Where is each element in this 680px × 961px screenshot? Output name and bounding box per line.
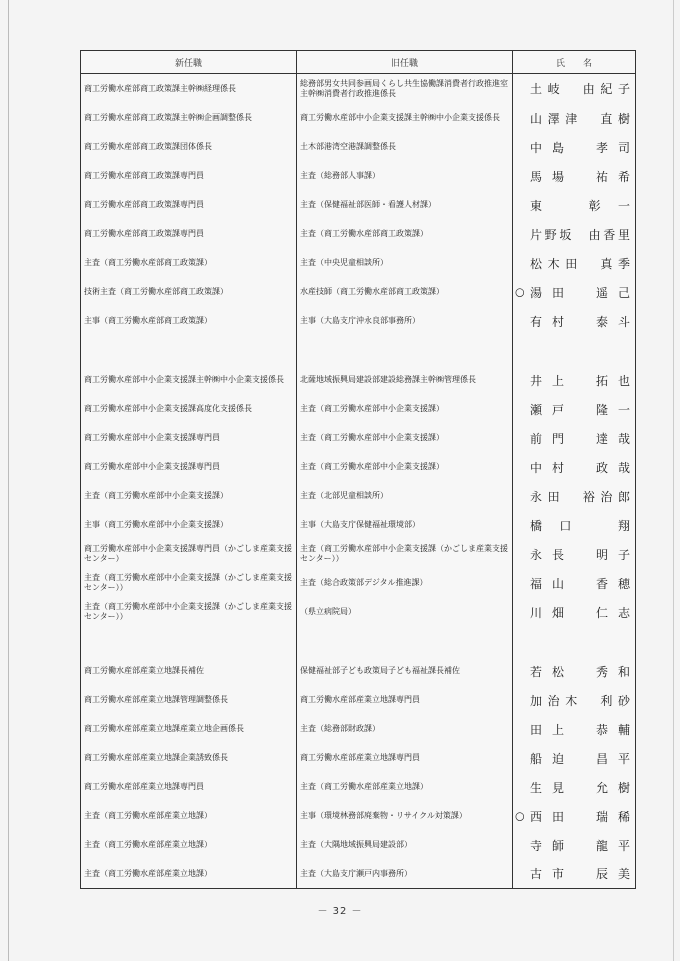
name-char (574, 750, 586, 767)
name-char (574, 313, 586, 330)
name-char: 永 (530, 547, 543, 562)
old-position-cell: 主査（総務部財政課） (297, 715, 513, 744)
name-cell (513, 220, 636, 249)
name-char: 由 (582, 82, 595, 97)
old-position-cell: 主査（商工労働水産部産業立地課） (297, 773, 513, 802)
name-char: 子 (617, 82, 630, 97)
old-position-cell: 主事（大島支庁沖永良部事務所） (297, 307, 513, 336)
name-char: 上 (551, 373, 564, 388)
old-position-cell: 主査（商工労働水産部中小企業支援課） (297, 453, 513, 482)
name-char: 秀 (595, 664, 608, 679)
name-cell (513, 831, 636, 860)
table-row (81, 569, 636, 598)
name-char: 紀 (600, 82, 613, 97)
name-char: 治 (600, 489, 613, 504)
new-position-cell: 主査（商工労働水産部中小企業支援課） (81, 482, 297, 511)
person-name (530, 139, 630, 156)
name-cell (513, 511, 636, 540)
name-char: 市 (551, 867, 564, 882)
old-position-cell: （県立病院局） (297, 598, 513, 627)
name-char: 直 (600, 111, 613, 126)
name-char: 里 (617, 227, 630, 242)
table-row (81, 74, 636, 104)
name-cell (513, 627, 636, 657)
name-char: 寺 (530, 838, 543, 853)
person-name (530, 692, 630, 709)
name-char (574, 604, 586, 621)
name-char (565, 80, 577, 97)
name-char: 美 (617, 867, 630, 882)
new-position-cell (81, 336, 297, 366)
name-char (574, 226, 586, 243)
name-char: 明 (595, 547, 608, 562)
table-row (81, 249, 636, 278)
person-name (530, 401, 630, 418)
old-position-cell: 主事（大島支庁保健福祉環境部） (297, 511, 513, 540)
name-char: 船 (530, 751, 543, 766)
name-char: 見 (551, 780, 564, 795)
name-char: 田 (547, 489, 560, 504)
person-name (530, 430, 630, 447)
name-char (574, 372, 586, 389)
name-char (574, 139, 586, 156)
table-row (81, 686, 636, 715)
table-row (81, 278, 636, 307)
name-char: 井 (530, 373, 543, 388)
new-position-cell: 主査（商工労働水産部産業立地課） (81, 831, 297, 860)
name-char (565, 488, 577, 505)
name-char: 場 (551, 169, 564, 184)
name-char: 裕 (582, 489, 595, 504)
old-position-cell: 主査（保健福祉部医師・看護人材課） (297, 191, 513, 220)
name-cell (513, 162, 636, 191)
old-position-cell: 保健福祉部子ども政策局子ども福祉課長補佐 (297, 657, 513, 686)
name-char: 香 (595, 576, 608, 591)
name-char (574, 837, 586, 854)
header-old-position: 旧任職 (297, 51, 513, 74)
person-name (530, 837, 630, 854)
name-char (574, 546, 586, 563)
name-char: 輔 (617, 722, 630, 737)
name-char (574, 430, 586, 447)
name-char (574, 401, 586, 418)
name-char: 仁 (595, 605, 608, 620)
name-cell (513, 482, 636, 511)
new-position-cell: 主査（商工労働水産部産業立地課） (81, 860, 297, 889)
name-char: 西 (530, 809, 543, 824)
new-position-cell: 商工労働水産部中小企業支援課主幹㈱中小企業支援係長 (81, 366, 297, 395)
name-char: 片 (530, 227, 543, 242)
name-char: 有 (530, 314, 543, 329)
table-row (81, 715, 636, 744)
name-char: 一 (617, 198, 630, 213)
page-edge-left (8, 0, 9, 961)
new-position-cell: 商工労働水産部中小企業支援課専門員（かごしま産業支援センター） (81, 540, 297, 569)
personnel-table (80, 50, 636, 889)
name-char: 田 (530, 722, 543, 737)
name-char: 平 (617, 751, 630, 766)
name-char: 郎 (617, 489, 630, 504)
name-char: 馬 (530, 169, 543, 184)
header-name: 氏 名 (513, 51, 636, 74)
name-char (583, 692, 595, 709)
name-char (574, 779, 586, 796)
person-name (530, 604, 630, 621)
table-row (81, 162, 636, 191)
name-char: 斗 (617, 314, 630, 329)
old-position-cell: 商工労働水産部産業立地課専門員 (297, 744, 513, 773)
old-position-cell: 水産技師（商工労働水産部商工政策課） (297, 278, 513, 307)
table-row (81, 395, 636, 424)
old-position-cell: 主査（商工労働水産部中小企業支援課） (297, 424, 513, 453)
person-name (530, 110, 630, 127)
new-position-cell: 商工労働水産部産業立地課産業立地企画係長 (81, 715, 297, 744)
new-position-cell: 技術主査（商工労働水産部商工政策課） (81, 278, 297, 307)
name-char: 山 (551, 576, 564, 591)
name-cell (513, 336, 636, 366)
person-name (530, 372, 630, 389)
name-char: 長 (551, 547, 564, 562)
name-char: 東 (530, 198, 543, 213)
person-name (530, 721, 630, 738)
name-char: 湯 (530, 285, 543, 300)
name-cell (513, 366, 636, 395)
name-char: 彰 (588, 198, 601, 213)
name-char: 辰 (595, 867, 608, 882)
new-position-cell: 商工労働水産部産業立地課専門員 (81, 773, 297, 802)
name-char: 和 (617, 664, 630, 679)
person-name (530, 80, 630, 97)
name-char: 島 (551, 140, 564, 155)
name-char: 口 (559, 518, 572, 533)
name-char: 迫 (551, 751, 564, 766)
name-char (589, 517, 601, 534)
new-position-cell: 主査（商工労働水産部中小企業支援課（かごしま産業支援センター）） (81, 598, 297, 627)
name-char: 門 (551, 431, 564, 446)
name-char: 稀 (617, 809, 630, 824)
name-cell (513, 540, 636, 569)
name-char: 由 (588, 227, 601, 242)
name-cell (513, 773, 636, 802)
name-char: 坂 (559, 227, 572, 242)
old-position-cell (297, 627, 513, 657)
name-char: 村 (551, 460, 564, 475)
person-name (530, 808, 630, 825)
new-position-cell: 商工労働水産部商工政策課主幹㈱企画調整係長 (81, 104, 297, 133)
name-char: 前 (530, 431, 543, 446)
person-name (530, 517, 630, 534)
name-char: 樹 (617, 780, 630, 795)
name-char: 畑 (551, 605, 564, 620)
name-cell (513, 686, 636, 715)
table-row (81, 657, 636, 686)
name-char (583, 255, 595, 272)
name-char: 土 (530, 82, 543, 97)
name-char: 己 (617, 285, 630, 300)
name-char: 孝 (595, 140, 608, 155)
name-char: 恭 (595, 722, 608, 737)
table-row (81, 860, 636, 889)
person-name (530, 255, 630, 272)
name-char: 砂 (617, 693, 630, 708)
table-row (81, 482, 636, 511)
name-cell (513, 191, 636, 220)
new-position-cell: 商工労働水産部中小企業支援課専門員 (81, 453, 297, 482)
old-position-cell: 主査（大隅地域振興局建設部） (297, 831, 513, 860)
name-char: 中 (530, 140, 543, 155)
name-char: 穂 (617, 576, 630, 591)
name-char (574, 808, 586, 825)
table-row (81, 453, 636, 482)
table-row (81, 598, 636, 627)
name-char: 瀬 (530, 402, 543, 417)
person-name (530, 284, 630, 301)
new-position-cell: 主査（商工労働水産部産業立地課） (81, 802, 297, 831)
name-char: 川 (530, 605, 543, 620)
table-header-row (81, 51, 636, 74)
name-char: 平 (617, 838, 630, 853)
name-char: 瑞 (595, 809, 608, 824)
name-cell (513, 860, 636, 889)
name-char: 生 (530, 780, 543, 795)
name-char: 木 (547, 256, 560, 271)
name-char: 樹 (617, 111, 630, 126)
new-position-cell: 商工労働水産部商工政策課主幹㈱経理係長 (81, 74, 297, 104)
old-position-cell: 主査（総合政策部デジタル推進課） (297, 569, 513, 598)
name-char: 若 (530, 664, 543, 679)
name-char: 田 (565, 256, 578, 271)
name-char: 山 (530, 111, 543, 126)
table-row (81, 744, 636, 773)
name-char (574, 168, 586, 185)
new-position-cell: 商工労働水産部産業立地課企業誘致係長 (81, 744, 297, 773)
new-position-cell: 商工労働水産部商工政策課専門員 (81, 220, 297, 249)
name-char (583, 110, 595, 127)
table-row (81, 773, 636, 802)
name-char: 真 (600, 256, 613, 271)
new-position-cell: 商工労働水産部商工政策課専門員 (81, 191, 297, 220)
table-row (81, 366, 636, 395)
new-position-cell: 商工労働水産部産業立地課長補佐 (81, 657, 297, 686)
name-cell (513, 744, 636, 773)
old-position-cell: 主査（商工労働水産部商工政策課） (297, 220, 513, 249)
old-position-cell: 北薩地域振興局建設部建設総務課主幹㈱管理係長 (297, 366, 513, 395)
person-name (530, 168, 630, 185)
table-row (81, 802, 636, 831)
name-char: 一 (617, 402, 630, 417)
name-cell (513, 278, 636, 307)
marker-circle: ○ (515, 285, 525, 299)
name-char: 翔 (617, 518, 630, 533)
name-char: 泰 (595, 314, 608, 329)
person-name (530, 226, 630, 243)
name-char: 岐 (547, 82, 560, 97)
name-cell (513, 424, 636, 453)
person-name (530, 865, 630, 882)
name-char: 古 (530, 867, 543, 882)
name-char: 政 (595, 460, 608, 475)
name-char (559, 197, 571, 214)
name-char: 子 (617, 547, 630, 562)
name-char: 遥 (595, 285, 608, 300)
table-row (81, 220, 636, 249)
old-position-cell: 主査（中央児童相談所） (297, 249, 513, 278)
name-cell (513, 715, 636, 744)
name-char: 利 (600, 693, 613, 708)
name-cell (513, 657, 636, 686)
old-position-cell: 主査（商工労働水産部中小企業支援課） (297, 395, 513, 424)
old-position-cell: 主査（大島支庁瀬戸内事務所） (297, 860, 513, 889)
name-char (574, 721, 586, 738)
table-row (81, 831, 636, 860)
new-position-cell: 商工労働水産部商工政策課専門員 (81, 162, 297, 191)
name-char: 加 (530, 693, 543, 708)
new-position-cell: 商工労働水産部産業立地課管理調整係長 (81, 686, 297, 715)
person-name (530, 779, 630, 796)
name-char: 村 (551, 314, 564, 329)
name-char: 隆 (595, 402, 608, 417)
old-position-cell: 主査（総務部人事課） (297, 162, 513, 191)
new-position-cell: 商工労働水産部商工政策課団体係長 (81, 133, 297, 162)
name-char (574, 865, 586, 882)
spacer-row (81, 336, 636, 366)
new-position-cell: 主査（商工労働水産部商工政策課） (81, 249, 297, 278)
name-char: 野 (544, 227, 557, 242)
name-char: 津 (565, 111, 578, 126)
name-char: 中 (530, 460, 543, 475)
name-char: 季 (617, 256, 630, 271)
name-char (574, 459, 586, 476)
name-cell (513, 395, 636, 424)
name-char: 橋 (530, 518, 543, 533)
person-name (530, 750, 630, 767)
person-name (530, 197, 630, 214)
name-char: 哉 (617, 460, 630, 475)
name-char: 上 (551, 722, 564, 737)
name-cell (513, 307, 636, 336)
table-row (81, 104, 636, 133)
page-number: － 32 － (317, 906, 363, 917)
name-char: 松 (530, 256, 543, 271)
name-char: 戸 (551, 402, 564, 417)
name-char: 哉 (617, 431, 630, 446)
new-position-cell: 主事（商工労働水産部中小企業支援課） (81, 511, 297, 540)
table-row (81, 191, 636, 220)
name-char: 志 (617, 605, 630, 620)
old-position-cell (297, 336, 513, 366)
name-cell (513, 74, 636, 104)
person-name (530, 575, 630, 592)
table-row (81, 133, 636, 162)
old-position-cell: 総務部男女共同参画局くらし共生協働課消費者行政推進室主幹㈱消費者行政推進係長 (297, 74, 513, 104)
name-char: 香 (603, 227, 616, 242)
name-char: 允 (595, 780, 608, 795)
name-char: 永 (530, 489, 543, 504)
name-char (574, 575, 586, 592)
new-position-cell (81, 627, 297, 657)
name-char: 司 (617, 140, 630, 155)
name-cell (513, 598, 636, 627)
table-body (81, 74, 636, 889)
new-position-cell: 商工労働水産部中小企業支援課専門員 (81, 424, 297, 453)
name-char: 師 (551, 838, 564, 853)
spacer-row (81, 627, 636, 657)
name-char: 田 (551, 285, 564, 300)
name-char: 希 (617, 169, 630, 184)
table-row (81, 540, 636, 569)
person-name (530, 313, 630, 330)
old-position-cell: 主査（商工労働水産部中小企業支援課（かごしま産業支援センター）） (297, 540, 513, 569)
name-char: 木 (565, 693, 578, 708)
name-cell (513, 133, 636, 162)
name-char: 福 (530, 576, 543, 591)
name-cell (513, 249, 636, 278)
name-char: 松 (551, 664, 564, 679)
new-position-cell: 主査（商工労働水産部中小企業支援課（かごしま産業支援センター）） (81, 569, 297, 598)
name-char: 也 (617, 373, 630, 388)
name-char: 治 (547, 693, 560, 708)
table-row (81, 511, 636, 540)
marker-circle: ○ (515, 809, 525, 823)
header-new-position: 新任職 (81, 51, 297, 74)
name-cell (513, 104, 636, 133)
old-position-cell: 主事（環境林務部廃棄物・リサイクル対策課） (297, 802, 513, 831)
old-position-cell: 商工労働水産部中小企業支援課主幹㈱中小企業支援係長 (297, 104, 513, 133)
name-char (574, 284, 586, 301)
table-row (81, 307, 636, 336)
person-name (530, 459, 630, 476)
person-name (530, 488, 630, 505)
person-name (530, 546, 630, 563)
old-position-cell: 商工労働水産部産業立地課専門員 (297, 686, 513, 715)
name-cell (513, 802, 636, 831)
name-char: 昌 (595, 751, 608, 766)
page-edge-right (673, 0, 674, 961)
old-position-cell: 土木部港湾空港課調整係長 (297, 133, 513, 162)
name-char: 澤 (547, 111, 560, 126)
name-cell (513, 569, 636, 598)
name-char: 達 (595, 431, 608, 446)
name-char: 祐 (595, 169, 608, 184)
new-position-cell: 商工労働水産部中小企業支援課高度化支援係長 (81, 395, 297, 424)
old-position-cell: 主査（北部児童相談所） (297, 482, 513, 511)
name-char (574, 663, 586, 680)
name-char: 拓 (595, 373, 608, 388)
name-cell (513, 453, 636, 482)
person-name (530, 663, 630, 680)
table-row (81, 424, 636, 453)
new-position-cell: 主事（商工労働水産部商工政策課） (81, 307, 297, 336)
name-char: 田 (551, 809, 564, 824)
name-char: 龍 (595, 838, 608, 853)
